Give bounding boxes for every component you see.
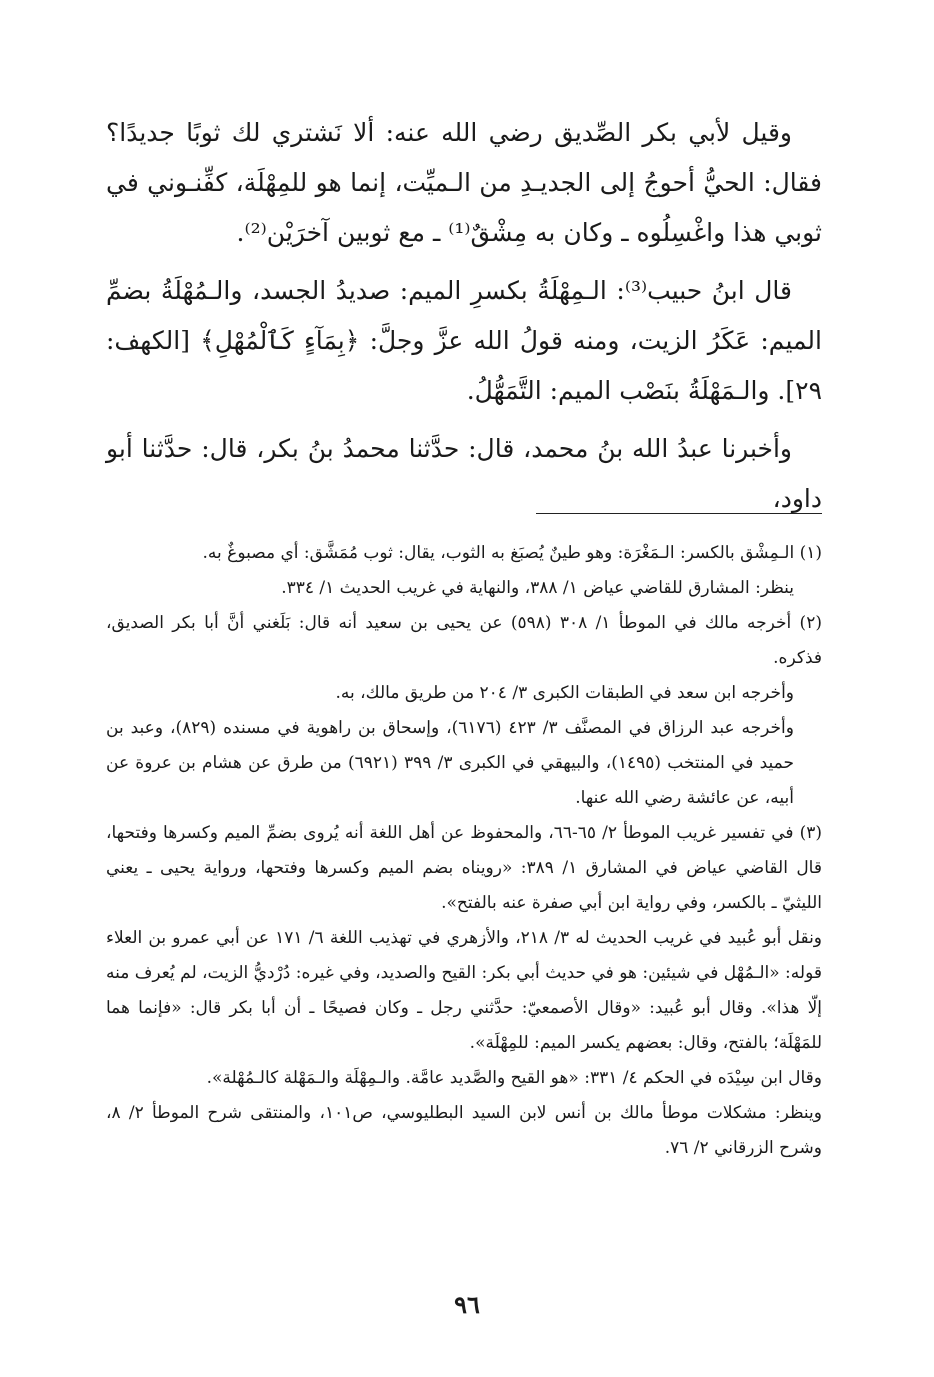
footnote-divider <box>536 513 822 514</box>
footnote-3-line-2: وقال ابن سِيْدَه في الحكم ٤/ ٣٣١: «هو القيح والصَّديد عامَّة. والـمِهْلَة والـمَهْلة كالـمُهْلة». <box>206 1068 822 1088</box>
footnote-2-line-1: وأخرجه ابن سعد في الطبقات الكبرى ٣/ ٢٠٤ من طريق مالك، به. <box>335 683 794 703</box>
main-paragraph-3: وأخبرنا عبدُ الله بنُ محمد، قال: حدَّثنا محمدُ بنُ بكر، قال: حدَّثنا أبو داود، <box>106 434 822 513</box>
main-paragraph-1: وقيل لأبي بكر الصِّديق رضي الله عنه: ألا نَشتري لك ثوبًا جديدًا؟ فقال: الحيُّ أحوجُ إلى الجديـدِ من الـميِّت، إنما هو للمِهْلَة، كفِّنـوني في ثوبي هذا واغْسِلُوه ـ وكان به مِشْقٌ⁽¹⁾ ـ مع ثوبين آخرَيْن⁽²⁾. <box>106 118 822 247</box>
footnote-1-text: (١) الـمِشْق بالكسر: الـمَغْرَة: وهو طينٌ يُصبَغ به الثوب، يقال: ثوب مُمَشَّق: أي مصبوغٌ به. <box>202 543 822 563</box>
page-number: ٩٦ <box>454 1290 480 1319</box>
footnote-3-text: (٣) في تفسير غريب الموطأ ٢/ ٦٥-٦٦، والمحفوظ عن أهل اللغة أنه يُروى بضمِّ الميم وكسرها وفتحها، قال القاضي عياض في المشارق ١/ ٣٨٩: «رويناه بضم الميم وكسرها وفتحها، ورواية يحيى ـ يعني الليثيّ ـ بالكسر، وفي رواية ابن أبي صفرة عنه بالفتح». <box>106 823 822 913</box>
footnote-2-text: (٢) أخرجه مالك في الموطأ ١/ ٣٠٨ (٥٩٨) عن يحيى بن سعيد أنه قال: بَلَغني أنَّ أبا بكر الصديق، فذكره. <box>106 613 822 668</box>
footnote-2 <box>106 606 822 816</box>
main-text <box>106 108 822 532</box>
footnote-3-line-1: ونقل أبو عُبيد في غريب الحديث له ٣/ ٢١٨، والأزهري في تهذيب اللغة ٦/ ١٧١ عن أبي عمرو بن العلاء قوله: «الـمُهْل في شيئين: هو في حديث أبي بكر: القيح والصديد، وفي غيره: دُرْديُّ الزيت، لم يُعرف منه إلّا هذا». وقال أبو عُبيد: «وقال الأصمعيّ: حدَّثني رجل ـ وكان فصيحًا ـ أن أبا بكر قال: «فإنما هما للمَهْلَة؛ بالفتح، وقال: بعضهم يكسر الميم: للمِهْلَة». <box>106 928 823 1053</box>
main-paragraph-2: قال ابنُ حبيب⁽³⁾: الـمِهْلَةُ بكسرِ الميم: صديدُ الجسد، والـمُهْلَةُ بضمِّ الميم: عَكَرُ الزيت، ومنه قولُ الله عزَّ وجلَّ: ﴿بِمَآءٍ كَٱلْمُهْلِ﴾ [الكهف: ٢٩]. والـمَهْلَةُ بنَصْب الميم: التَّمَهُّلُ. <box>106 276 822 405</box>
footnote-1 <box>106 536 822 606</box>
footnote-2-line-2: وأخرجه عبد الرزاق في المصنَّف ٣/ ٤٢٣ (٦١٧٦)، وإسحاق بن راهوية في مسنده (٨٢٩)، وعبد بن حميد في المنتخب (١٤٩٥)، والبيهقي في الكبرى ٣/ ٣٩٩ (٦٩٢١) من طرق عن هشام بن عروة عن أبيه، عن عائشة رضي الله عنها. <box>106 718 794 808</box>
footnote-1-line-1: ينظر: المشارق للقاضي عياض ١/ ٣٨٨، والنهاية في غريب الحديث ١/ ٣٣٤. <box>281 578 794 598</box>
footnotes <box>106 536 822 1166</box>
footnote-3-line-3: وينظر: مشكلات موطأ مالك بن أنس لابن السيد البطليوسي، ص١٠١، والمنتقى شرح الموطأ ٢/ ٨، وشرح الزرقاني ٢/ ٧٦. <box>106 1103 822 1158</box>
footnote-3 <box>106 816 822 1166</box>
